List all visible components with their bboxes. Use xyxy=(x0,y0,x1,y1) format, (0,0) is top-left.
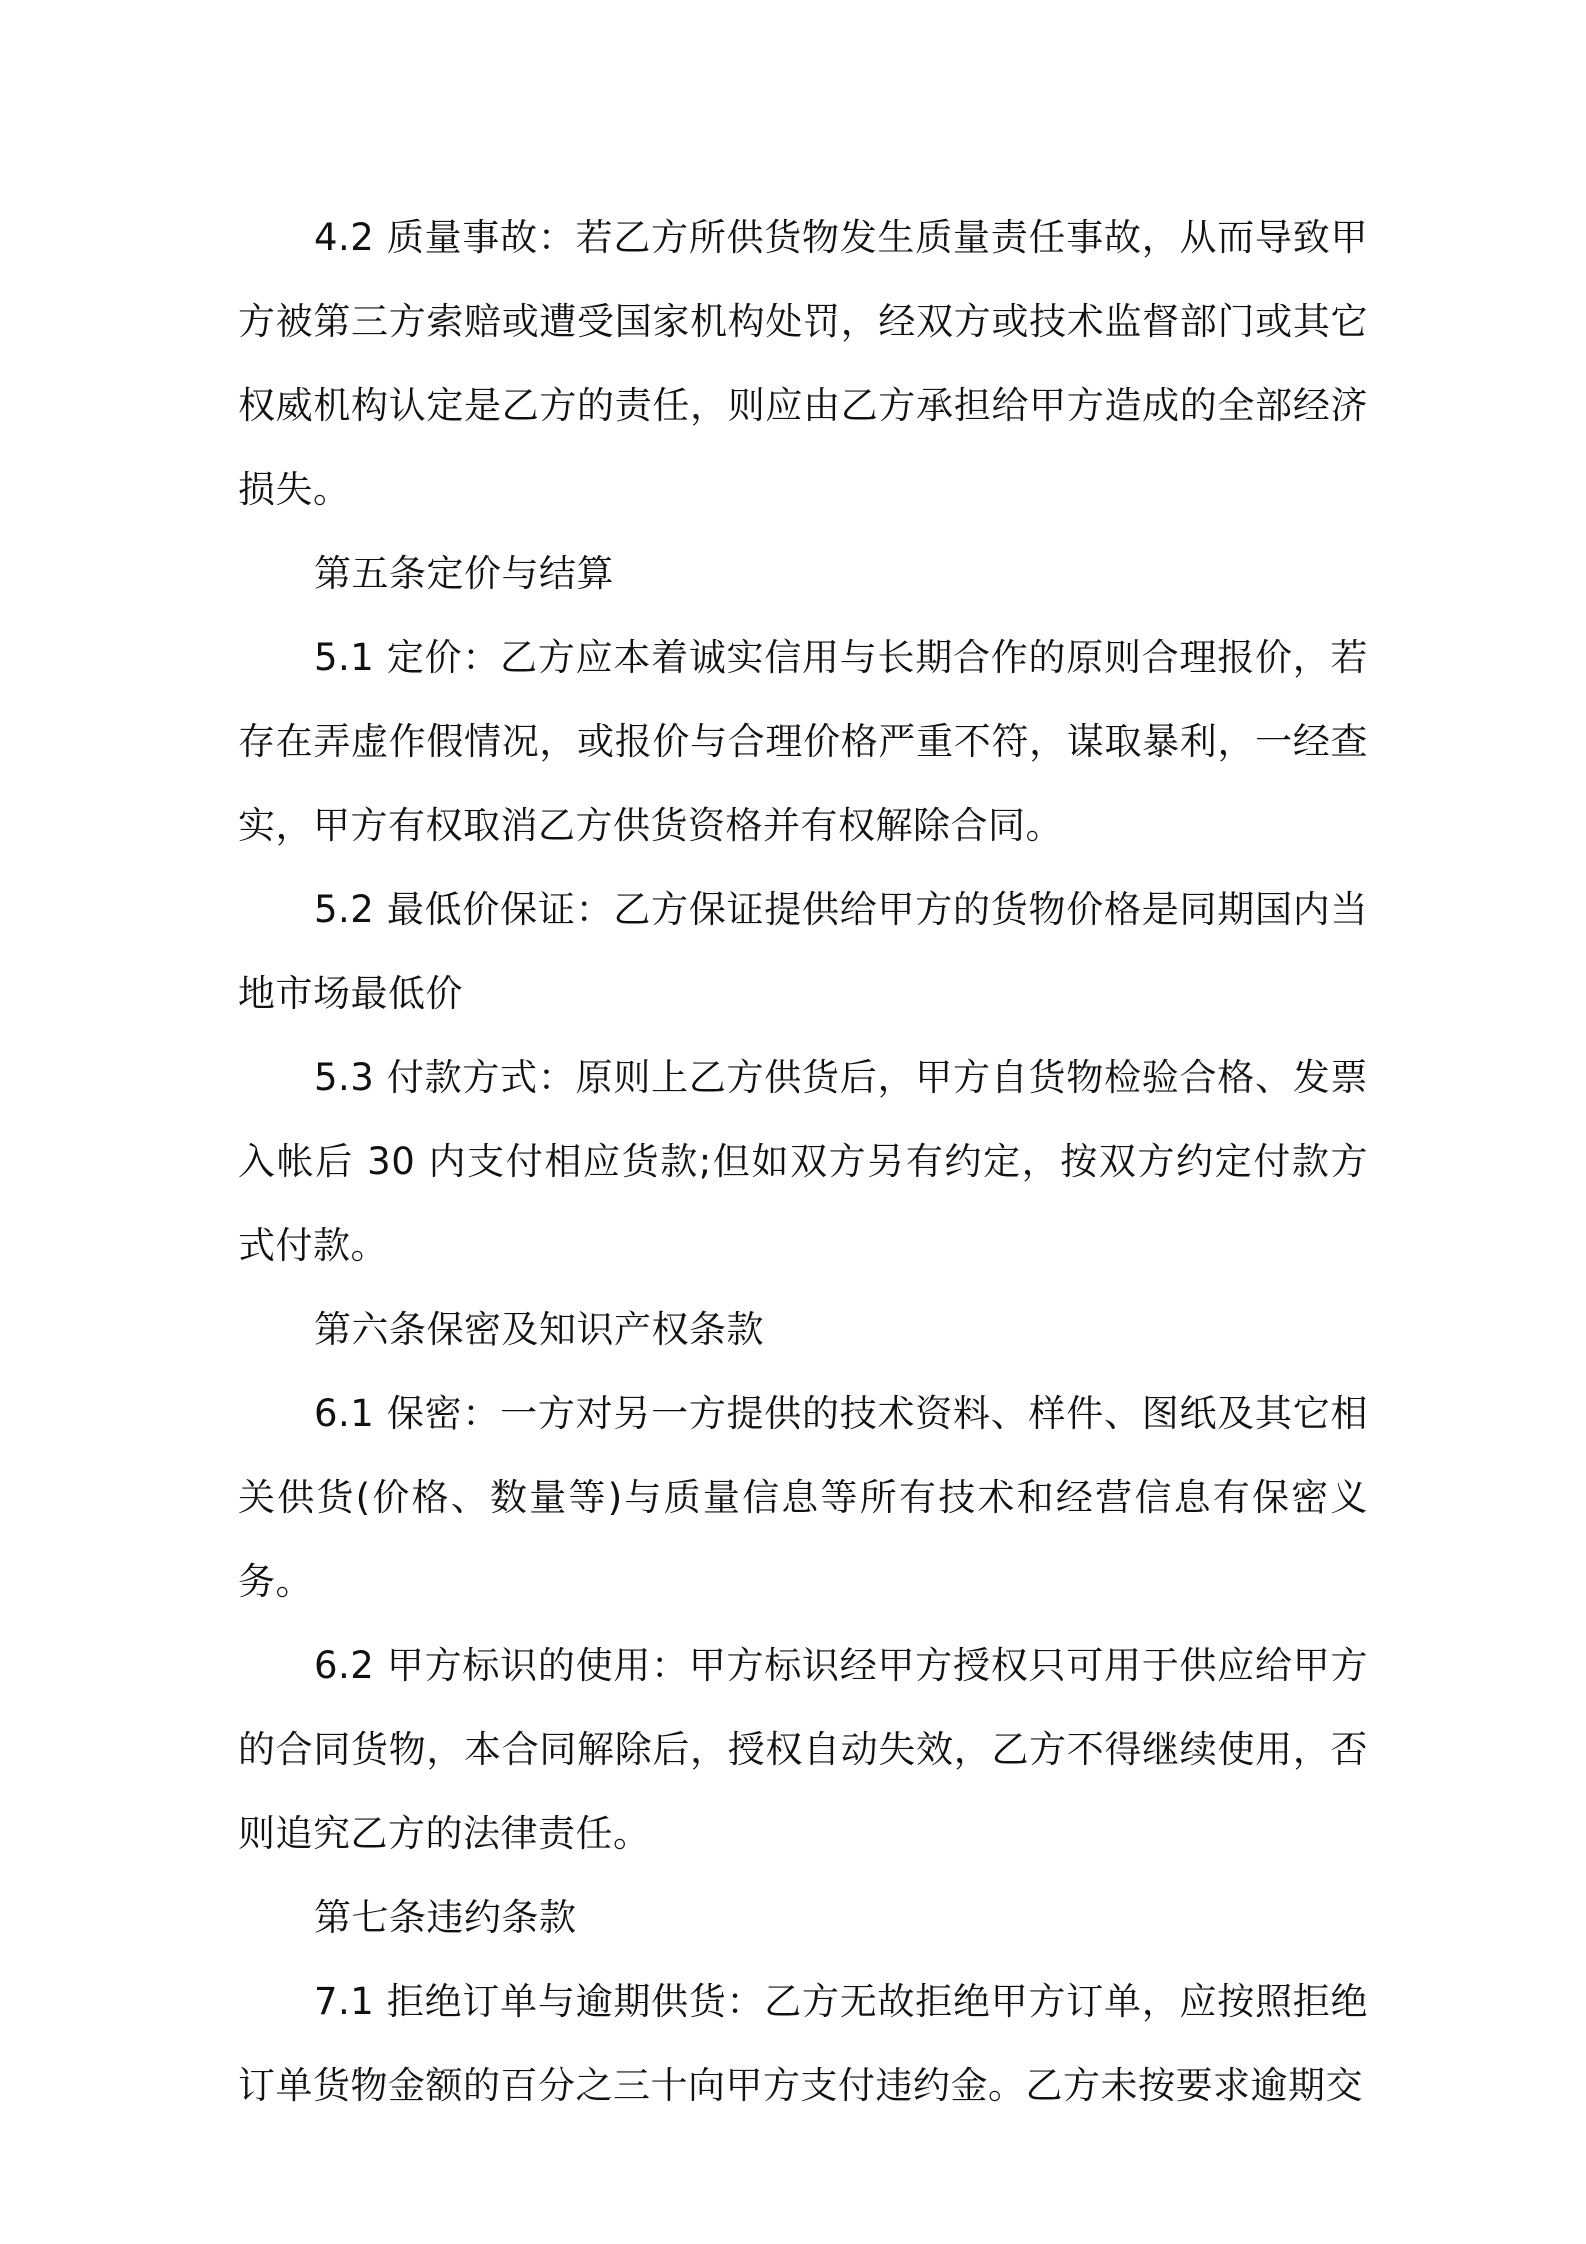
clause-6-2-trademark-use: 6.2 甲方标识的使用：甲方标识经甲方授权只可用于供应给甲方的合同货物，本合同解除后，授权自动失效，乙方不得继续使用，否则追究乙方的法律责任。 xyxy=(238,1644,1368,1855)
article-5-heading: 第五条定价与结算 xyxy=(314,552,614,595)
clause-5-2-lowest-price: 5.2 最低价保证：乙方保证提供给甲方的货物价格是同期国内当地市场最低价 xyxy=(238,888,1368,1015)
clause-5-3-payment: 5.3 付款方式：原则上乙方供货后，甲方自货物检验合格、发票入帐后 30 内支付相应货款;但如双方另有约定，按双方约定付款方式付款。 xyxy=(238,1056,1368,1267)
article-6-heading: 第六条保密及知识产权条款 xyxy=(314,1308,764,1351)
article-7-heading: 第七条违约条款 xyxy=(314,1896,577,1939)
clause-4-2-quality-accident: 4.2 质量事故：若乙方所供货物发生质量责任事故，从而导致甲方被第三方索赔或遭受国家机构处罚，经双方或技术监督部门或其它权威机构认定是乙方的责任，则应由乙方承担给甲方造成的全部经济损失。 xyxy=(238,216,1368,511)
clause-5-1-pricing: 5.1 定价：乙方应本着诚实信用与长期合作的原则合理报价，若存在弄虚作假情况，或报价与合理价格严重不符，谋取暴利，一经查实，甲方有权取消乙方供货资格并有权解除合同。 xyxy=(238,636,1368,847)
clause-7-1-order-refusal: 7.1 拒绝订单与逾期供货：乙方无故拒绝甲方订单，应按照拒绝订单货物金额的百分之三十向甲方支付违约金。乙方未按要求逾期交 xyxy=(238,1980,1368,2107)
document-body xyxy=(238,196,1368,2128)
clause-6-1-confidentiality: 6.1 保密：一方对另一方提供的技术资料、样件、图纸及其它相关供货(价格、数量等)与质量信息等所有技术和经营信息有保密义务。 xyxy=(238,1392,1368,1603)
